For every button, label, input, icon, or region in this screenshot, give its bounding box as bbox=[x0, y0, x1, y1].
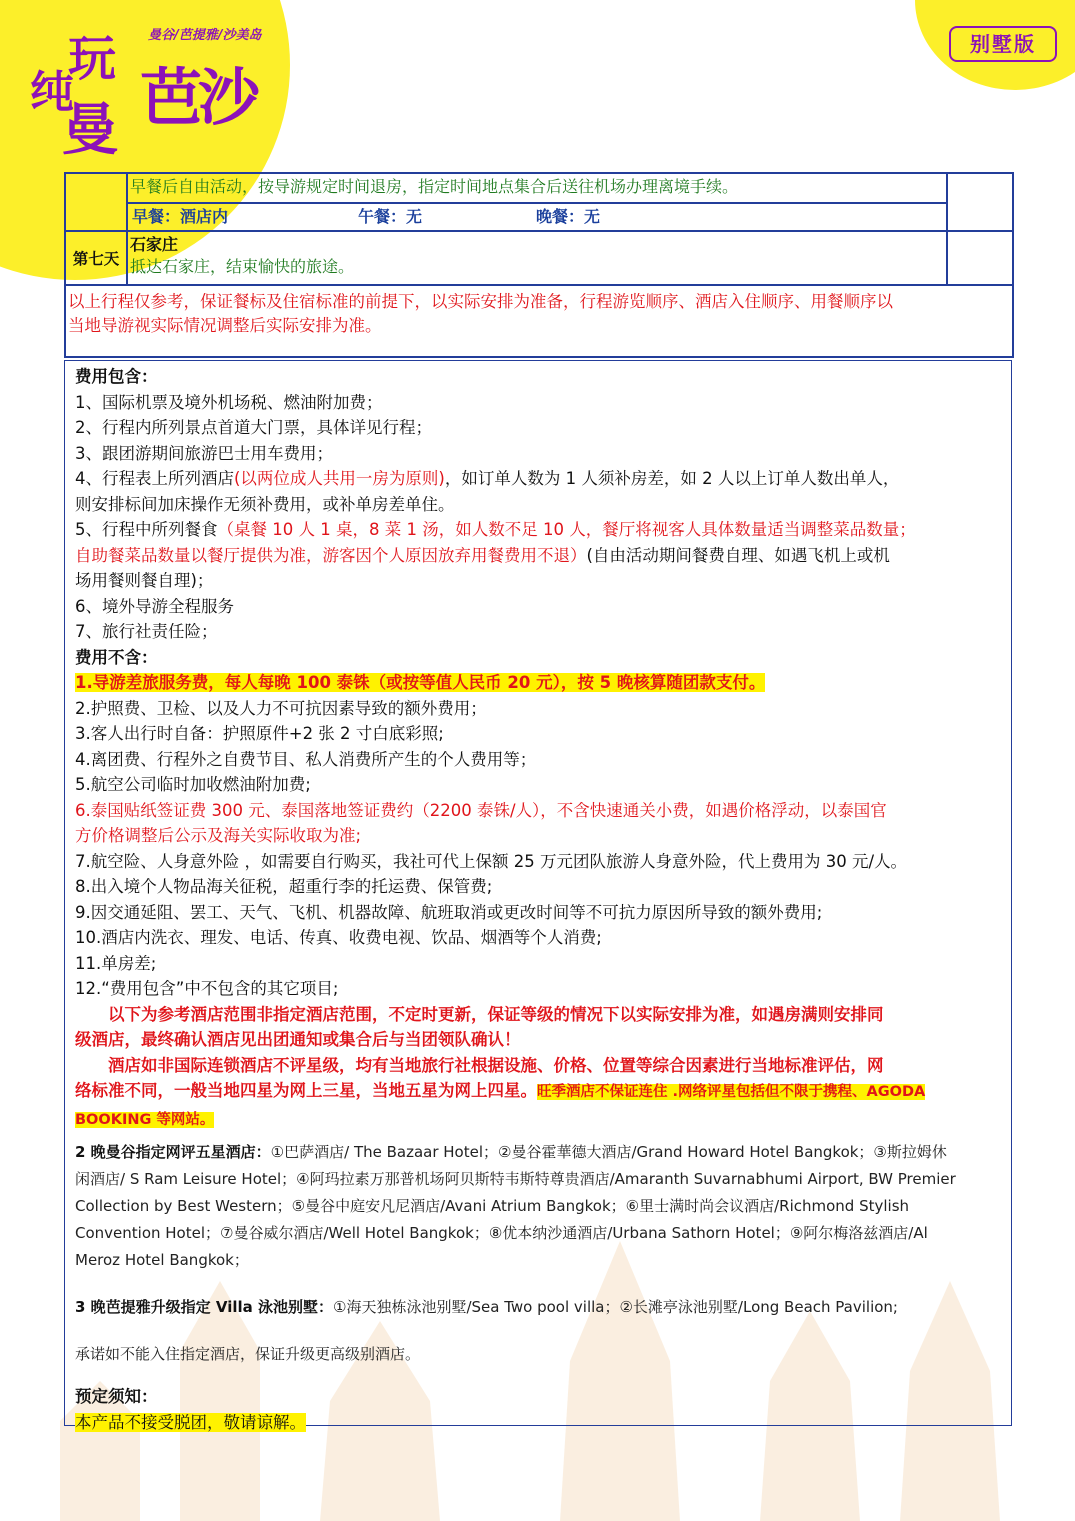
day7-title: 石家庄 bbox=[130, 235, 179, 254]
pattaya-hotels bbox=[75, 1294, 1001, 1321]
included-item-5-a: 5、行程中所列餐食 bbox=[75, 520, 218, 539]
excluded-item-1-text: 1.导游差旅服务费，每人每晚 100 泰铢（或按等值人民币 20 元），按 5 晚核算随团款支付。 bbox=[75, 673, 766, 692]
included-item-4-a: 4、行程表上所列酒店 bbox=[75, 469, 234, 488]
brand-logo bbox=[30, 18, 290, 163]
logo-char-1: 纯 bbox=[30, 67, 74, 118]
hotel-note-1: 以下为参考酒店范围非指定酒店范围，不定时更新，保证等级的情况下以实际安排为准，如遇房满则安排同 bbox=[108, 1004, 884, 1024]
excluded-item-3: 3.客人出行时自备：护照原件+2 张 2 寸白底彩照; bbox=[75, 724, 444, 743]
logo-subtitle: 曼谷/芭提雅/沙美岛 bbox=[148, 28, 262, 43]
pattaya-hotels-text: ①海天独栋泳池别墅/Sea Two pool villa；②长滩亭泳池别墅/Long Beach Pavilion; bbox=[333, 1298, 898, 1316]
hotel-note-2-d: BOOKING 等网站。 bbox=[75, 1111, 215, 1128]
fees-section bbox=[64, 360, 1012, 1432]
hotel-note-1-cont: 级酒店，最终确认酒店见出团通知或集合后与当团领队确认！ bbox=[75, 1030, 521, 1049]
included-item-4-cont: 则安排标间加床操作无须补费用，或补单房差单住。 bbox=[75, 494, 455, 514]
excluded-item-1 bbox=[75, 670, 1001, 696]
excluded-item-7: 7.航空险、人身意外险 ，如需要自行购买，我社可代上保额 25 万元团队旅游人身意外险，代上费用为 30 元/人。 bbox=[75, 851, 908, 871]
bangkok-hotels-line-2: 闲酒店/ S Ram Leisure Hotel；④阿玛拉素万那普机场阿贝斯特韦斯特尊贵酒店/Amaranth Suvarnabhumi Airport, BW Premier bbox=[75, 1170, 956, 1188]
logo-char-2: 玩 bbox=[68, 31, 117, 87]
excluded-item-6-cont: 方价格调整后公示及海关实际收取为准; bbox=[75, 826, 362, 845]
booking-heading: 预定须知： bbox=[75, 1387, 158, 1406]
excluded-item-10: 10.酒店内洗衣、理发、电话、传真、收费电视、饮品、烟酒等个人消费; bbox=[75, 928, 602, 947]
bangkok-hotels-line-3: Collection by Best Western；⑤曼谷中庭安凡尼酒店/Avani Atrium Bangkok；⑥里士满时尚会议酒店/Richmond Stylish bbox=[75, 1197, 910, 1215]
day6-lunch: 午餐：无 bbox=[358, 207, 423, 226]
included-item-5-end: 场用餐则餐自理)； bbox=[75, 571, 214, 590]
itinerary-table bbox=[64, 172, 1014, 358]
included-item-5-b: （桌餐 10 人 1 桌，8 菜 1 汤，如人数不足 10 人，餐厅将视客人具体数量适当调整菜品数量； bbox=[217, 520, 916, 539]
logo-char-3: 曼 bbox=[62, 97, 118, 163]
included-item-5-cont bbox=[75, 543, 1001, 569]
included-item-2: 2、行程内所列景点首道大门票，具体详见行程； bbox=[75, 418, 432, 437]
day6-activity: 早餐后自由活动，按导游规定时间退房，指定时间地点集合后送往机场办理离境手续。 bbox=[127, 173, 947, 203]
bangkok-hotels-line-1 bbox=[75, 1139, 1001, 1166]
excluded-item-8: 8.出入境个人物品海关征税，超重行李的托运费、保管费; bbox=[75, 877, 493, 896]
included-item-5-c: 自助餐菜品数量以餐厅提供为准，游客因个人原因放弃用餐费用不退） bbox=[75, 545, 587, 565]
excluded-item-2: 2.护照费、卫检、以及人力不可抗因素导致的额外费用； bbox=[75, 698, 487, 718]
included-item-7: 7、旅行社责任险； bbox=[75, 622, 218, 641]
bangkok-hotels-line-5: Meroz Hotel Bangkok； bbox=[75, 1251, 249, 1269]
edition-badge: 别墅版 bbox=[949, 26, 1057, 62]
excluded-item-11: 11.单房差; bbox=[75, 953, 157, 973]
excluded-item-4: 4.离团费、行程外之自费节目、私人消费所产生的个人费用等； bbox=[75, 749, 537, 769]
included-item-3: 3、跟团游期间旅游巴士用车费用； bbox=[75, 443, 333, 463]
hotel-note-2-cont bbox=[75, 1078, 1001, 1106]
notice-line-1: 以上行程仅参考，保证餐标及住宿标准的前提下，以实际安排为准备，行程游览顺序、酒店入住顺序、用餐顺序以 bbox=[68, 292, 893, 311]
hotel-note-2-c: 旺季酒店不保证连住 .网络评星包括但不限于携程、AGODA bbox=[537, 1084, 926, 1100]
upgrade-promise: 承诺如不能入住指定酒店，保证升级更高级别酒店。 bbox=[75, 1345, 421, 1363]
day7-side-cell bbox=[947, 231, 1013, 285]
included-item-1: 1、国际机票及境外机场税、燃油附加费； bbox=[75, 392, 383, 412]
day7-content bbox=[127, 231, 947, 285]
itinerary-notice bbox=[65, 285, 1013, 357]
included-item-5-d: (自由活动期间餐费自理、如遇飞机上或机 bbox=[586, 545, 890, 565]
day6-dinner: 晚餐：无 bbox=[536, 207, 601, 226]
fees-included-heading: 费用包含： bbox=[75, 367, 158, 386]
day6-breakfast: 早餐：酒店内 bbox=[132, 207, 229, 226]
logo-char-4: 芭沙 bbox=[140, 61, 257, 134]
excluded-item-6: 6.泰国贴纸签证费 300 元、泰国落地签证费约（2200 泰铢/人），不含快速通关小费，如遇价格浮动，以泰国官 bbox=[75, 800, 887, 820]
bangkok-hotels-line-4: Convention Hotel；⑦曼谷威尔酒店/Well Hotel Bangkok；⑧优本纳沙通酒店/Urbana Sathorn Hotel；⑨阿尔梅洛兹酒店/Al bbox=[75, 1224, 928, 1242]
day6-side-cell bbox=[947, 173, 1013, 231]
day7-desc: 抵达石家庄，结束愉快的旅途。 bbox=[130, 257, 355, 276]
included-item-4 bbox=[75, 466, 1001, 492]
hotel-note-2-b: 络标准不同，一般当地四星为网上三星，当地五星为网上四星。 bbox=[75, 1081, 537, 1100]
booking-note: 本产品不接受脱团，敬请谅解。 bbox=[75, 1412, 306, 1432]
fees-excluded-heading: 费用不含： bbox=[75, 647, 158, 667]
hotel-note-2: 酒店如非国际连锁酒店不评星级，均有当地旅行社根据设施、价格、位置等综合因素进行当地标准评估，网 bbox=[108, 1055, 884, 1075]
notice-line-2: 当地导游视实际情况调整后实际安排为准。 bbox=[68, 316, 382, 335]
day6-label-cell bbox=[65, 173, 127, 231]
excluded-item-5: 5.航空公司临时加收燃油附加费; bbox=[75, 775, 311, 794]
booking-note-row bbox=[75, 1410, 1001, 1436]
bangkok-hotels-label: 2 晚曼谷指定网评五星酒店： bbox=[75, 1143, 271, 1161]
hotel-note-2-end bbox=[75, 1106, 1001, 1134]
pattaya-hotels-label: 3 晚芭提雅升级指定 Villa 泳池别墅： bbox=[75, 1298, 333, 1316]
day7-label: 第七天 bbox=[65, 231, 127, 285]
bangkok-hotels-text-1: ①巴萨酒店/ The Bazaar Hotel；②曼谷霍華德大酒店/Grand Howard Hotel Bangkok；③斯拉姆休 bbox=[270, 1143, 947, 1161]
excluded-item-9: 9.因交通延阻、罢工、天气、飞机、机器故障、航班取消或更改时间等不可抗力原因所导致的额外费用; bbox=[75, 902, 823, 922]
included-item-4-c: ，如订单人数为 1 人须补房差，如 2 人以上订单人数出单人， bbox=[444, 469, 900, 488]
included-item-5 bbox=[75, 517, 1001, 543]
excluded-item-12: 12.“费用包含”中不包含的其它项目; bbox=[75, 979, 339, 998]
included-item-6: 6、境外导游全程服务 bbox=[75, 596, 234, 616]
included-item-4-b: (以两位成人共用一房为原则) bbox=[234, 469, 445, 488]
day6-meals-row bbox=[127, 203, 947, 231]
